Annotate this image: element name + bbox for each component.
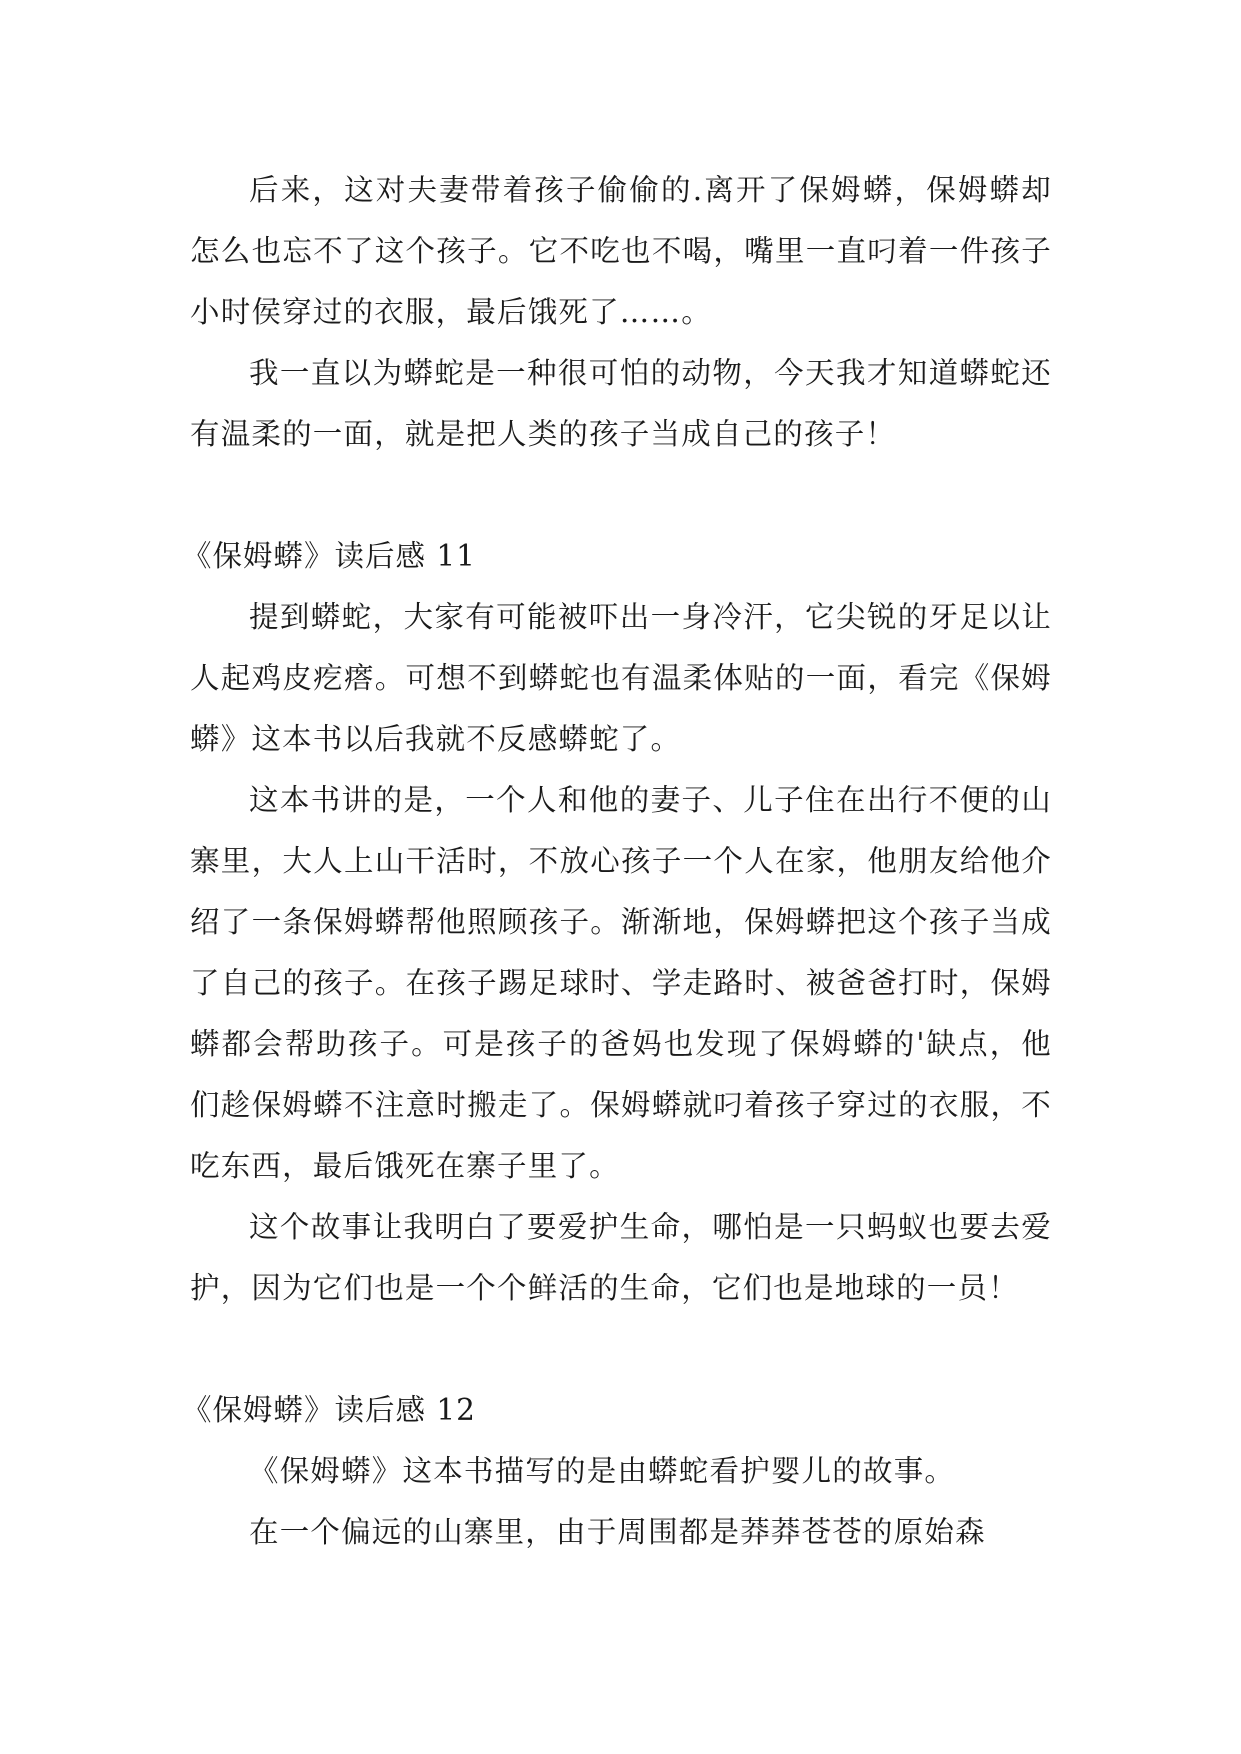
paragraph: 提到蟒蛇，大家有可能被吓出一身冷汗，它尖锐的牙足以让人起鸡皮疙瘩。可想不到蟒蛇也有温柔体贴的一面，看完《保姆蟒》这本书以后我就不反感蟒蛇了。 xyxy=(190,600,1052,756)
paragraph: 这本书讲的是，一个人和他的妻子、儿子住在出行不便的山寨里，大人上山干活时，不放心孩子一个人在家，他朋友给他介绍了一条保姆蟒帮他照顾孩子。渐渐地，保姆蟒把这个孩子当成了自己的孩子。在孩子踢足球时、学走路时、被爸爸打时，保姆蟒都会帮助孩子。可是孩子的爸妈也发现了保姆蟒的'缺点，他们趁保姆蟒不注意时搬走了。保姆蟒就叼着孩子穿过的衣服，不吃东西，最后饿死在寨子里了。 xyxy=(190,783,1052,1183)
paragraph: 后来，这对夫妻带着孩子偷偷的.离开了保姆蟒，保姆蟒却怎么也忘不了这个孩子。它不吃也不喝，嘴里一直叼着一件孩子小时侯穿过的衣服，最后饿死了……。 xyxy=(190,173,1052,329)
paragraph: 这个故事让我明白了要爱护生命，哪怕是一只蚂蚁也要去爱护，因为它们也是一个个鲜活的生命，它们也是地球的一员！ xyxy=(190,1210,1052,1305)
section-spacer xyxy=(190,1319,1052,1380)
paragraph: 《保姆蟒》这本书描写的是由蟒蛇看护婴儿的故事。 xyxy=(249,1454,956,1488)
document-body xyxy=(182,160,1052,1563)
section-heading: 《保姆蟒》读后感 12 xyxy=(182,1393,476,1427)
paragraph: 我一直以为蟒蛇是一种很可怕的动物，今天我才知道蟒蛇还有温柔的一面，就是把人类的孩子当成自己的孩子！ xyxy=(190,356,1052,451)
paragraph: 在一个偏远的山寨里，由于周围都是莽莽苍苍的原始森 xyxy=(249,1515,986,1549)
section-heading: 《保姆蟒》读后感 11 xyxy=(182,539,476,573)
section-spacer xyxy=(190,465,1052,526)
